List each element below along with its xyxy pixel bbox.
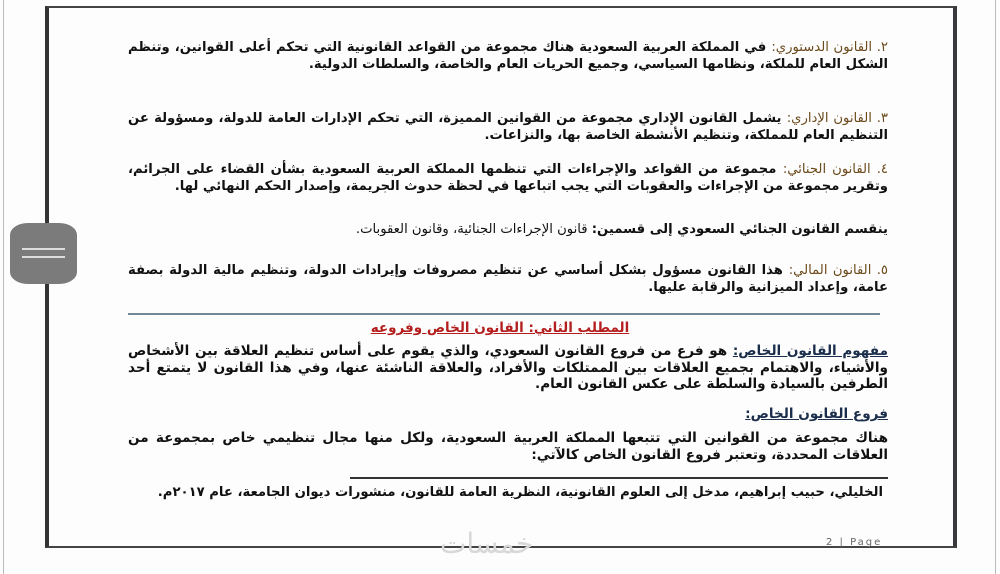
- handle-grip-line: [22, 248, 65, 250]
- section-label: ٥. القانون المالي:: [788, 263, 888, 278]
- private-law-branches-heading: [128, 406, 888, 423]
- division-label: ينقسم القانون الجنائي السعودي إلى قسمين:: [591, 222, 888, 237]
- drag-handle[interactable]: [10, 223, 77, 284]
- paragraph-constitutional-law: [128, 40, 888, 73]
- branches-label: فروع القانون الخاص:: [745, 406, 888, 422]
- paragraph-private-law-concept: [128, 343, 888, 393]
- footnote-separator: [350, 477, 888, 479]
- paragraph-financial-law: [128, 263, 888, 296]
- section-text: يشمل القانون الإداري مجموعة من القوانين المميزة، التي تحكم الإدارات العامة للدولة، ومسؤولة عن التنظيم العام للمملكة، وتنظيم الأنشطة الخاصة بها، والنزاعات.: [128, 111, 888, 143]
- paragraph-administrative-law: [128, 111, 888, 144]
- division-text: قانون الإجراءات الجنائية، وقانون العقوبات.: [355, 222, 592, 237]
- branches-text: هناك مجموعة من القوانين التي تتبعها المملكة العربية السعودية، ولكل منها مجال تنظيمي خاص بمجموعة من العلاقات المحددة، وتعتبر فروع القانون الخاص كالآتي:: [128, 430, 888, 463]
- criminal-law-division: [128, 222, 888, 239]
- section-divider: [128, 313, 880, 315]
- section-text: مجموعة من القواعد والإجراءات التي تنظمها المملكة العربية السعودية بشأن القضاء على الجرائم، وتقرير مجموعة من الإجراءات والعقوبات التي يجب اتباعها في لحظة حدوث الجريمة، وإصدار الحكم النهائي لها.: [128, 162, 888, 194]
- concept-text: هو فرع من فروع القانون السعودي، والذي يقوم على أساس تنظيم العلاقة بين الأشخاص والأشياء، والاهتمام بجميع العلاقات بين الممتلكات والأفراد، والعلاقة الناشئة عنها، وفي هذا القانون لا يتمتع أحد الطرفين بالسيادة والسلطة على عكس القانون العام.: [128, 343, 888, 392]
- handle-grip-line: [22, 256, 65, 258]
- section-text: في المملكة العربية السعودية هناك مجموعة من القواعد القانونية التي تحكم أعلى القوانين، وتنظم الشكل العام للملكة، ونظامها السياسي، وجميع الحريات العام والخاصة، والسلطات الدولية.: [128, 40, 888, 72]
- concept-label: مفهوم القانون الخاص:: [732, 343, 888, 359]
- section-text: هذا القانون مسؤول بشكل أساسي عن تنظيم مصروفات وإيرادات الدولة، وتنظيم مالية الدولة بصفة عامة، وإعداد الميزانية والرقابة عليها.: [128, 263, 888, 295]
- footnote-text: الخليلي، حبيب إبراهيم، مدخل إلى العلوم القانونية، النظرية العامة للقانون، منشورات ديوان الجامعة، عام ٢٠١٧م.: [157, 485, 883, 500]
- watermark-logo: خمسات: [440, 527, 534, 560]
- section-label: ٣. القانون الإداري:: [786, 111, 888, 126]
- page-number: 2 | Page: [826, 537, 883, 548]
- section-label: ٢. القانون الدستوري:: [771, 40, 888, 55]
- second-requirement-heading: المطلب الثاني: القانون الخاص وفروعه: [370, 320, 630, 336]
- section-label: ٤. القانون الجنائي:: [782, 162, 888, 177]
- viewer-edge-left: [3, 0, 4, 574]
- viewer-edge-right: [995, 0, 996, 574]
- paragraph-private-law-branches: [128, 430, 888, 463]
- paragraph-criminal-law: [128, 162, 888, 195]
- footnote: [128, 485, 883, 502]
